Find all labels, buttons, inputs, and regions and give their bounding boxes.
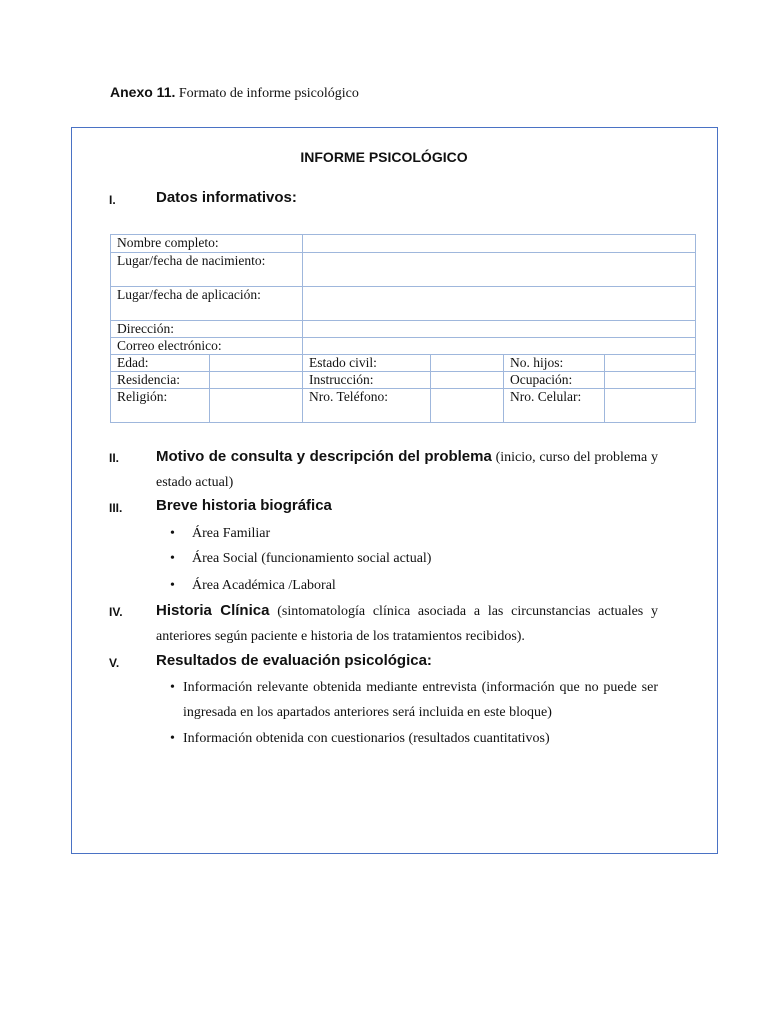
list-item-text: Información relevante obtenida mediante entrevista (información que no puede ser ingresada en los apartados anteriores será incluida en este bloque) bbox=[183, 680, 658, 720]
info-table bbox=[110, 234, 696, 423]
label-full-name: Nombre completo: bbox=[111, 235, 303, 253]
section-4-number: IV. bbox=[109, 605, 123, 619]
bullet-icon: • bbox=[170, 526, 175, 541]
section-1-number: I. bbox=[109, 193, 116, 207]
bullet-icon: • bbox=[170, 731, 175, 746]
label-occupation: Ocupación: bbox=[504, 372, 605, 389]
field-religion[interactable] bbox=[210, 389, 303, 423]
list-item-text: Información obtenida con cuestionarios (resultados cuantitativos) bbox=[183, 731, 550, 746]
list-item-text: Área Académica /Laboral bbox=[192, 578, 336, 593]
section-2-title: Motivo de consulta y descripción del problema bbox=[156, 448, 492, 465]
label-email: Correo electrónico: bbox=[111, 338, 303, 355]
field-phone[interactable] bbox=[431, 389, 504, 423]
field-birth[interactable] bbox=[303, 253, 696, 287]
section-2-number: II. bbox=[109, 451, 120, 465]
annex-number: Anexo 11. bbox=[110, 84, 176, 100]
field-address[interactable] bbox=[303, 321, 696, 338]
label-children: No. hijos: bbox=[504, 355, 605, 372]
section-2-detail: (inicio, curso del problema y estado actual) bbox=[156, 450, 658, 490]
field-age[interactable] bbox=[210, 355, 303, 372]
section-4-title: Historia Clínica bbox=[156, 602, 270, 619]
report-title: INFORME PSICOLÓGICO bbox=[300, 149, 468, 165]
label-age: Edad: bbox=[111, 355, 210, 372]
label-education: Instrucción: bbox=[303, 372, 431, 389]
field-civil-status[interactable] bbox=[431, 355, 504, 372]
section-3-number: III. bbox=[109, 501, 123, 515]
section-1-title: Datos informativos: bbox=[156, 189, 297, 206]
field-full-name[interactable] bbox=[303, 235, 696, 253]
list-item-text: Área Social (funcionamiento social actual) bbox=[192, 551, 432, 566]
list-item bbox=[170, 521, 270, 546]
list-item bbox=[170, 573, 336, 598]
field-email[interactable] bbox=[303, 338, 696, 355]
bullet-icon: • bbox=[170, 680, 175, 695]
label-cellphone: Nro. Celular: bbox=[504, 389, 605, 423]
label-address: Dirección: bbox=[111, 321, 303, 338]
section-3-title: Breve historia biográfica bbox=[156, 497, 332, 514]
section-5-title: Resultados de evaluación psicológica: bbox=[156, 652, 432, 669]
field-children[interactable] bbox=[605, 355, 696, 372]
field-residence[interactable] bbox=[210, 372, 303, 389]
section-5-number: V. bbox=[109, 656, 120, 670]
list-item bbox=[170, 726, 658, 751]
bullet-icon: • bbox=[170, 578, 175, 593]
label-civil-status: Estado civil: bbox=[303, 355, 431, 372]
label-residence: Residencia: bbox=[111, 372, 210, 389]
label-application: Lugar/fecha de aplicación: bbox=[111, 287, 303, 321]
section-4-paragraph bbox=[156, 598, 658, 649]
section-2-paragraph bbox=[156, 444, 658, 495]
label-religion: Religión: bbox=[111, 389, 210, 423]
field-application[interactable] bbox=[303, 287, 696, 321]
field-cellphone[interactable] bbox=[605, 389, 696, 423]
annex-heading bbox=[110, 84, 359, 102]
field-occupation[interactable] bbox=[605, 372, 696, 389]
section-4-detail: (sintomatología clínica asociada a las circunstancias actuales y anteriores según paciente e historia de los tratamientos recibidos). bbox=[156, 604, 659, 644]
annex-text: Formato de informe psicológico bbox=[178, 86, 359, 101]
list-item-text: Área Familiar bbox=[192, 526, 271, 541]
field-education[interactable] bbox=[431, 372, 504, 389]
list-item bbox=[170, 546, 431, 571]
label-phone: Nro. Teléfono: bbox=[303, 389, 431, 423]
list-item bbox=[170, 675, 658, 725]
label-birth: Lugar/fecha de nacimiento: bbox=[111, 253, 303, 287]
bullet-icon: • bbox=[170, 551, 175, 566]
